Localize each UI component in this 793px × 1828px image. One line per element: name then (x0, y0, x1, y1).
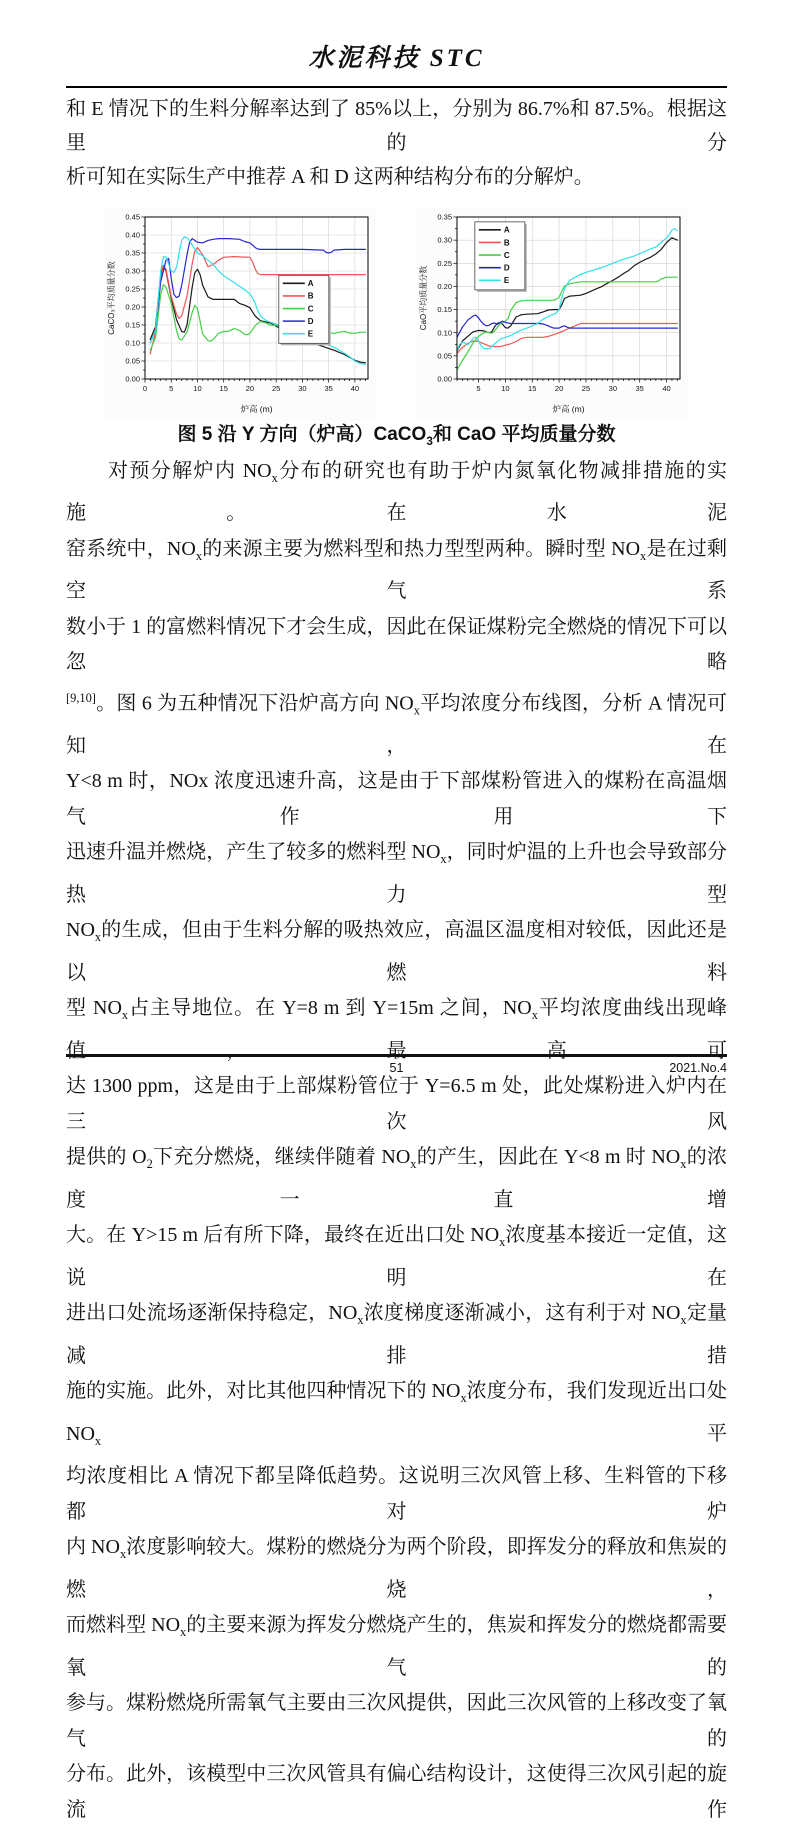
text-line: 窑系统中，$NO_x$的来源主要为燃料型和热力型型两种。瞬时型 $NO_x$是在过剩空气系 (66, 537, 727, 603)
svg-text:30: 30 (608, 384, 617, 393)
svg-text:25: 25 (581, 384, 590, 393)
svg-text:0.25: 0.25 (124, 284, 140, 294)
svg-text:30: 30 (297, 384, 307, 393)
svg-text:A: A (503, 225, 510, 235)
svg-text:0.15: 0.15 (124, 320, 140, 330)
svg-text:A: A (307, 279, 314, 289)
text-line: 数小于 1 的富燃料情况下才会生成，因此在保证煤粉完全燃烧的情况下可以忽略 (66, 615, 727, 674)
svg-text:0: 0 (142, 384, 147, 393)
svg-text:40: 40 (350, 384, 359, 393)
header-rule (66, 86, 727, 88)
svg-text:0.10: 0.10 (124, 338, 140, 348)
intro-paragraph (66, 92, 727, 194)
text-line: 大。在 Y>15 m 后有所下降，最终在近出口处 $NO_x$浓度基本接近一定值，这说明在 (66, 1224, 728, 1289)
svg-text:15: 15 (219, 384, 228, 393)
svg-text:15: 15 (527, 384, 536, 393)
text-line: [9,10]。图 6 为五种情况下沿炉高方向 $NO_x$平均浓度分布线图，分析 A 情况可知，在 (66, 690, 728, 757)
text-line: 迅速升温并燃烧，产生了较多的燃料型 $NO_x$，同时炉温的上升也会导致部分热力型 (66, 841, 728, 906)
page-footer (66, 1054, 727, 1075)
svg-text:10: 10 (192, 384, 202, 393)
body-paragraph (66, 454, 727, 1828)
caco3-chart-svg (105, 208, 377, 416)
svg-text:CaCO₃平均质量分数: CaCO₃平均质量分数 (106, 261, 116, 335)
text-line: 析可知在实际生产中推荐 A 和 D 这两种结构分布的分解炉。 (66, 166, 594, 188)
text-line: Y<8 m 时，NOx 浓度迅速升高，这是由于下部煤粉管进入的煤粉在高温烟气作用下 (66, 770, 727, 828)
text-line: 达 1300 ppm，这是由于上部煤粉管位于 Y=6.5 m 处，此处煤粉进入炉内在三次风 (66, 1075, 727, 1133)
page-number: 51 (389, 1061, 404, 1075)
svg-text:35: 35 (323, 384, 333, 393)
text-line: 施的实施。此外，对比其他四种情况下的 $NO_x$浓度分布，我们发现近出口处 $NO_x$平 (66, 1380, 728, 1448)
svg-text:0.25: 0.25 (436, 258, 452, 268)
text-line: $NO_x$的生成，但由于生料分解的吸热效应，高温区温度相对较低，因此还是以燃料 (66, 919, 727, 984)
text-line: 对预分解炉内 $NO_x$分布的研究也有助于炉内氮氧化物减排措施的实施。在水泥 (66, 459, 728, 525)
text-line: 均浓度相比 A 情况下都呈降低趋势。这说明三次风管上移、生料管的下移都对炉 (66, 1465, 727, 1523)
svg-text:5: 5 (168, 384, 173, 393)
svg-text:B: B (503, 238, 510, 248)
svg-text:0.05: 0.05 (124, 356, 140, 366)
svg-text:0.20: 0.20 (124, 302, 140, 312)
text-line: 而燃料型 $NO_x$的主要来源为挥发分燃烧产生的，焦炭和挥发分的燃烧都需要氧气的 (66, 1614, 727, 1679)
figure-5 (0, 208, 793, 421)
issue-label: 2021.No.4 (669, 1061, 727, 1075)
svg-text:0.35: 0.35 (124, 248, 140, 258)
svg-text:炉高 (m): 炉高 (m) (239, 404, 273, 414)
svg-text:炉高 (m): 炉高 (m) (551, 404, 585, 414)
svg-text:35: 35 (635, 384, 644, 393)
svg-text:0.10: 0.10 (436, 328, 452, 338)
text-line: 分布。此外，该模型中三次风管具有偏心结构设计，这使得三次风引起的旋流作 (66, 1763, 727, 1821)
svg-text:0.35: 0.35 (436, 212, 452, 222)
chart-cao (417, 208, 689, 421)
svg-text:D: D (307, 316, 314, 326)
text-line: 和 E 情况下的生料分解率达到了 85%以上，分别为 86.7%和 87.5%。根据这里的分 (66, 98, 727, 154)
chart-caco3 (105, 208, 377, 421)
svg-text:0.30: 0.30 (124, 266, 140, 276)
svg-text:C: C (307, 304, 314, 314)
svg-text:0.05: 0.05 (436, 351, 452, 361)
svg-text:E: E (307, 329, 313, 339)
svg-text:D: D (503, 263, 510, 273)
svg-text:0.20: 0.20 (436, 282, 452, 292)
svg-text:20: 20 (554, 384, 563, 393)
svg-text:5: 5 (475, 384, 481, 393)
cao-chart-svg (417, 208, 689, 416)
svg-text:B: B (307, 291, 314, 301)
svg-text:40: 40 (661, 384, 671, 393)
svg-text:E: E (503, 276, 509, 286)
text-line: 提供的 $O_2$下充分燃烧，继续伴随着 $NO_x$的产生，因此在 Y<8 m 时 $NO_x$的浓度一直增 (66, 1146, 728, 1211)
svg-text:10: 10 (500, 384, 510, 393)
text-line: 进出口处流场逐渐保持稳定，$NO_x$浓度梯度逐渐减小，这有利于对 $NO_x$定量减排措 (66, 1302, 727, 1367)
text-line: 内 $NO_x$浓度影响较大。煤粉的燃烧分为两个阶段，即挥发分的释放和焦炭的燃烧， (66, 1536, 728, 1601)
svg-text:25: 25 (271, 384, 280, 393)
text-line: 型 $NO_x$占主导地位。在 Y=8 m 到 Y=15m 之间，$NO_x$平均浓度曲线出现峰值，最高可 (66, 997, 728, 1062)
svg-text:0.45: 0.45 (124, 212, 140, 222)
svg-text:0.00: 0.00 (436, 374, 452, 384)
svg-text:0.40: 0.40 (124, 230, 140, 240)
text-line: 参与。煤粉燃烧所需氧气主要由三次风提供，因此三次风管的上移改变了氧气的 (66, 1692, 727, 1750)
journal-title: 水泥科技 STC (308, 45, 485, 72)
svg-text:0.15: 0.15 (436, 305, 452, 315)
figure-caption: 图 5 沿 Y 方向（炉高）CaCO$_3$和 CaO 平均质量分数 (177, 424, 616, 448)
svg-text:0.00: 0.00 (124, 374, 140, 384)
svg-text:0.30: 0.30 (436, 235, 452, 245)
svg-text:C: C (503, 250, 510, 260)
svg-text:CaO平均质量分数: CaO平均质量分数 (418, 265, 428, 331)
svg-text:20: 20 (245, 384, 254, 393)
